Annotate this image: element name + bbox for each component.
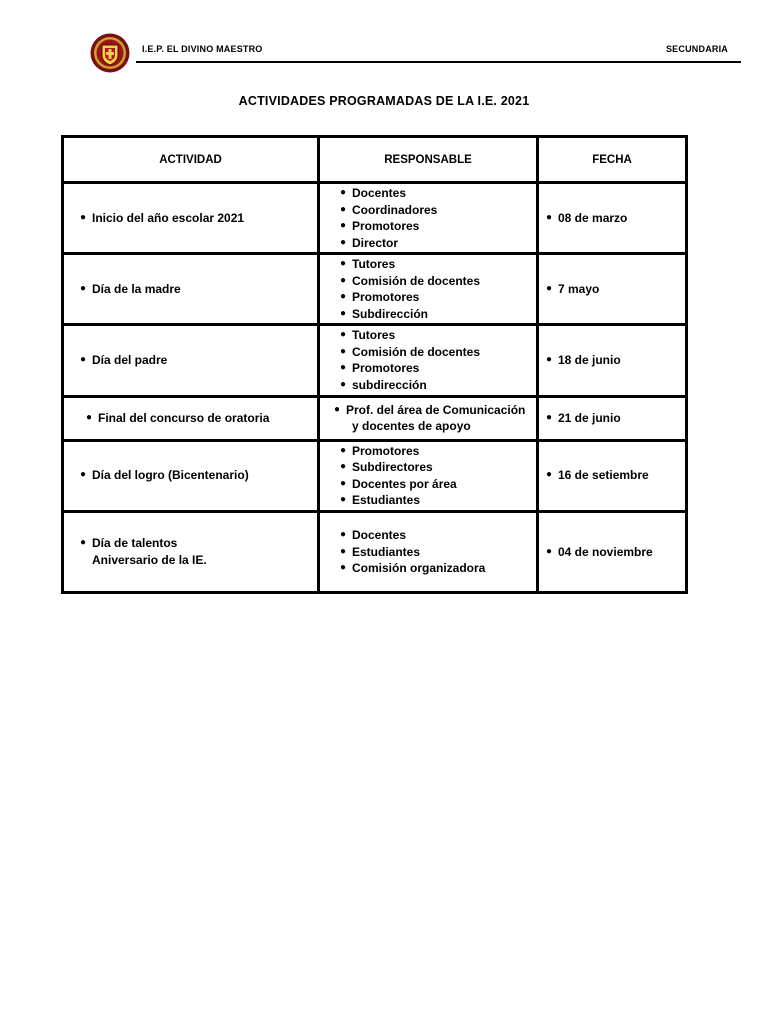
responsible-item: Subdirección <box>352 306 429 321</box>
bullet-icon: ● <box>339 529 347 541</box>
date-cell <box>538 396 687 440</box>
responsible-cell <box>319 396 538 440</box>
table-row <box>63 396 687 440</box>
bullet-icon: ● <box>545 411 553 423</box>
responsible-item: Estudiantes <box>352 544 421 559</box>
page-header <box>0 0 768 80</box>
activity-text: Día del padre <box>92 353 168 368</box>
responsible-item: Tutores <box>352 257 396 272</box>
activity-text: Día de la madre <box>92 282 181 296</box>
responsible-item: Coordinadores <box>352 202 438 217</box>
bullet-icon: ● <box>339 562 347 574</box>
activities-table <box>61 135 688 594</box>
date-cell <box>538 183 687 254</box>
bullet-icon: ● <box>79 537 87 549</box>
date-text: 08 de marzo <box>558 210 628 225</box>
bullet-icon: ● <box>79 211 87 223</box>
date-text: 16 de setiembre <box>558 468 649 483</box>
date-text: 18 de junio <box>558 353 621 368</box>
table-row <box>63 440 687 511</box>
activity-cell <box>63 396 319 440</box>
activity-cell <box>63 440 319 511</box>
bullet-icon: ● <box>339 362 347 374</box>
bullet-icon: ● <box>339 307 347 319</box>
responsible-item: Estudiantes <box>352 493 421 508</box>
date-text: 04 de noviembre <box>558 544 653 559</box>
bullet-icon: ● <box>339 329 347 341</box>
bullet-icon: ● <box>339 494 347 506</box>
column-header-responsible: RESPONSABLE <box>319 137 538 183</box>
table-row <box>63 254 687 325</box>
activity-text: Día del logro (Bicentenario) <box>92 468 249 483</box>
header-rule <box>136 61 741 63</box>
responsible-item: Subdirectores <box>352 460 433 475</box>
bullet-icon: ● <box>333 403 341 415</box>
responsible-cell <box>319 325 538 396</box>
responsible-item: Tutores <box>352 328 396 343</box>
responsible-item: Comisión de docentes <box>352 344 481 359</box>
date-cell <box>538 511 687 592</box>
bullet-icon: ● <box>79 469 87 481</box>
responsible-cell <box>319 511 538 592</box>
document-title: ACTIVIDADES PROGRAMADAS DE LA I.E. 2021 <box>238 94 530 108</box>
date-cell <box>538 440 687 511</box>
responsible-item: Docentes por área <box>352 476 457 491</box>
responsible-cell <box>319 440 538 511</box>
responsible-item: Docentes <box>352 528 407 543</box>
activity-cell <box>63 183 319 254</box>
bullet-icon: ● <box>339 345 347 357</box>
bullet-icon: ● <box>339 444 347 456</box>
bullet-icon: ● <box>339 258 347 270</box>
bullet-icon: ● <box>545 545 553 557</box>
responsible-item: Docentes <box>352 186 407 201</box>
school-crest-logo <box>89 33 131 73</box>
date-text: 7 mayo <box>558 282 600 296</box>
activity-text: Día de talentos <box>92 536 178 551</box>
table-row <box>63 325 687 396</box>
table-row <box>63 511 687 592</box>
activity-text-continuation: Aniversario de la IE. <box>92 552 207 567</box>
responsible-item: subdirección <box>352 377 427 392</box>
responsible-cell <box>319 254 538 325</box>
responsible-item: Comisión de docentes <box>352 273 481 288</box>
bullet-icon: ● <box>339 187 347 199</box>
bullet-icon: ● <box>545 283 553 294</box>
responsible-item: Comisión organizadora <box>352 561 486 576</box>
responsible-cell <box>319 183 538 254</box>
responsible-item: Promotores <box>352 443 420 458</box>
activity-cell <box>63 511 319 592</box>
responsible-item: Promotores <box>352 361 420 376</box>
bullet-icon: ● <box>545 469 553 481</box>
column-header-date: FECHA <box>538 137 687 183</box>
bullet-icon: ● <box>85 411 93 423</box>
column-header-activity: ACTIVIDAD <box>63 137 319 183</box>
bullet-icon: ● <box>79 354 87 366</box>
school-level: SECUNDARIA <box>665 44 728 54</box>
bullet-icon: ● <box>339 203 347 215</box>
activity-cell <box>63 325 319 396</box>
activity-cell <box>63 254 319 325</box>
responsible-item: Promotores <box>352 219 420 234</box>
bullet-icon: ● <box>339 378 347 390</box>
bullet-icon: ● <box>339 461 347 473</box>
bullet-icon: ● <box>339 274 347 286</box>
responsible-item-continuation: y docentes de apoyo <box>352 419 471 434</box>
activity-text: Final del concurso de oratoria <box>98 410 270 425</box>
bullet-icon: ● <box>339 220 347 232</box>
responsible-item: Promotores <box>352 290 420 305</box>
date-cell <box>538 254 687 325</box>
bullet-icon: ● <box>545 354 553 366</box>
activity-text: Inicio del año escolar 2021 <box>92 210 245 225</box>
bullet-icon: ● <box>79 283 87 294</box>
bullet-icon: ● <box>339 291 347 303</box>
table-row <box>63 183 687 254</box>
bullet-icon: ● <box>339 545 347 557</box>
responsible-item: Director <box>352 235 399 250</box>
bullet-icon: ● <box>545 211 553 223</box>
table-header-row <box>63 137 687 183</box>
responsible-item: Prof. del área de Comunicación <box>346 402 526 417</box>
school-name: I.E.P. EL DIVINO MAESTRO <box>142 44 263 54</box>
date-text: 21 de junio <box>558 410 621 425</box>
bullet-icon: ● <box>339 236 347 248</box>
bullet-icon: ● <box>339 477 347 489</box>
date-cell <box>538 325 687 396</box>
